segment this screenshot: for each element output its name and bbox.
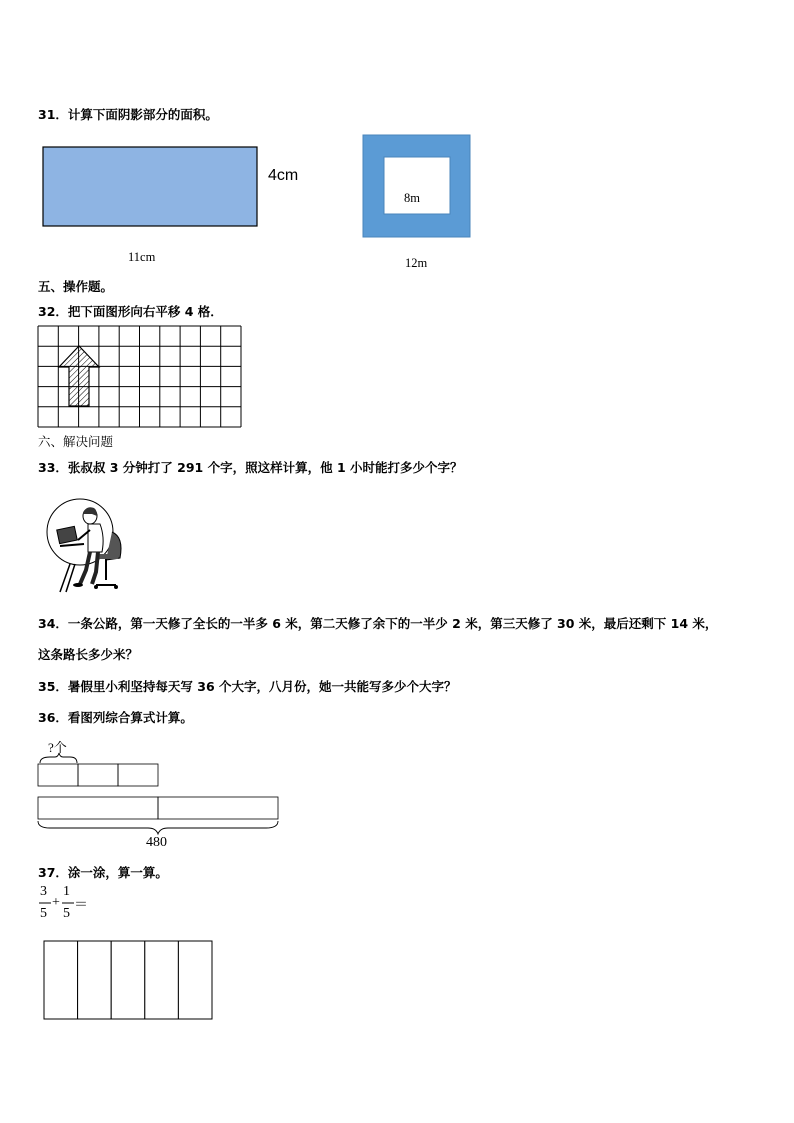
question-34-line2: 这条路长多少米？ [38, 647, 139, 662]
question-33-text: 33．张叔叔 3 分钟打了 291 个字，照这样计算，他 1 小时能打多少个字？ [38, 460, 463, 475]
equals-sign: ＝ [74, 898, 88, 913]
total-label: 480 [146, 835, 167, 850]
total-brace [38, 821, 278, 834]
fraction-part[interactable] [145, 941, 179, 1019]
arrow-shape [59, 346, 99, 406]
rect-width-label: 11cm [128, 250, 156, 264]
coloring-rectangle [44, 941, 212, 1019]
top-bar-segment [38, 764, 78, 786]
section-6-title: 六、解决问题 [38, 434, 114, 449]
outer-square-label: 12m [405, 256, 428, 270]
fraction-1-numerator: 3 [40, 884, 47, 899]
question-32-text: 32．把下面图形向右平移 4 格． [38, 304, 223, 319]
fraction-2-denominator: 5 [63, 906, 70, 921]
question-31-text: 31．计算下面阴影部分的面积。 [38, 107, 218, 122]
bottom-bar-segment [158, 797, 278, 819]
fraction-part[interactable] [178, 941, 212, 1019]
person-typing-computer-icon [42, 492, 132, 596]
fraction-part[interactable] [111, 941, 145, 1019]
inner-square-label: 8m [404, 191, 420, 205]
question-37-text: 37．涂一涂，算一算。 [38, 865, 168, 880]
plus-sign: + [52, 895, 60, 910]
question-36-text: 36．看图列综合算式计算。 [38, 710, 193, 725]
fraction-2-numerator: 1 [63, 884, 70, 899]
question-34-line1: 34．一条公路，第一天修了全长的一半多 6 米，第二天修了余下的一半少 2 米，第三天修了 30 米，最后还剩下 14 米， [38, 616, 718, 631]
shaded-rectangle [43, 147, 257, 226]
top-bar-segment [78, 764, 118, 786]
fraction-part[interactable] [44, 941, 78, 1019]
top-bar-segment [118, 764, 158, 786]
question-35-text: 35．暑假里小利坚持每天写 36 个大字，八月份，她一共能写多少个大字？ [38, 679, 457, 694]
section-5-title: 五、操作题。 [38, 279, 114, 294]
fraction-part[interactable] [78, 941, 112, 1019]
unknown-count-label: ?个 [48, 740, 67, 755]
bottom-bar-segment [38, 797, 158, 819]
bar-model-diagram [38, 753, 278, 834]
rect-height-label: 4cm [268, 167, 299, 184]
fraction-1-denominator: 5 [40, 906, 47, 921]
